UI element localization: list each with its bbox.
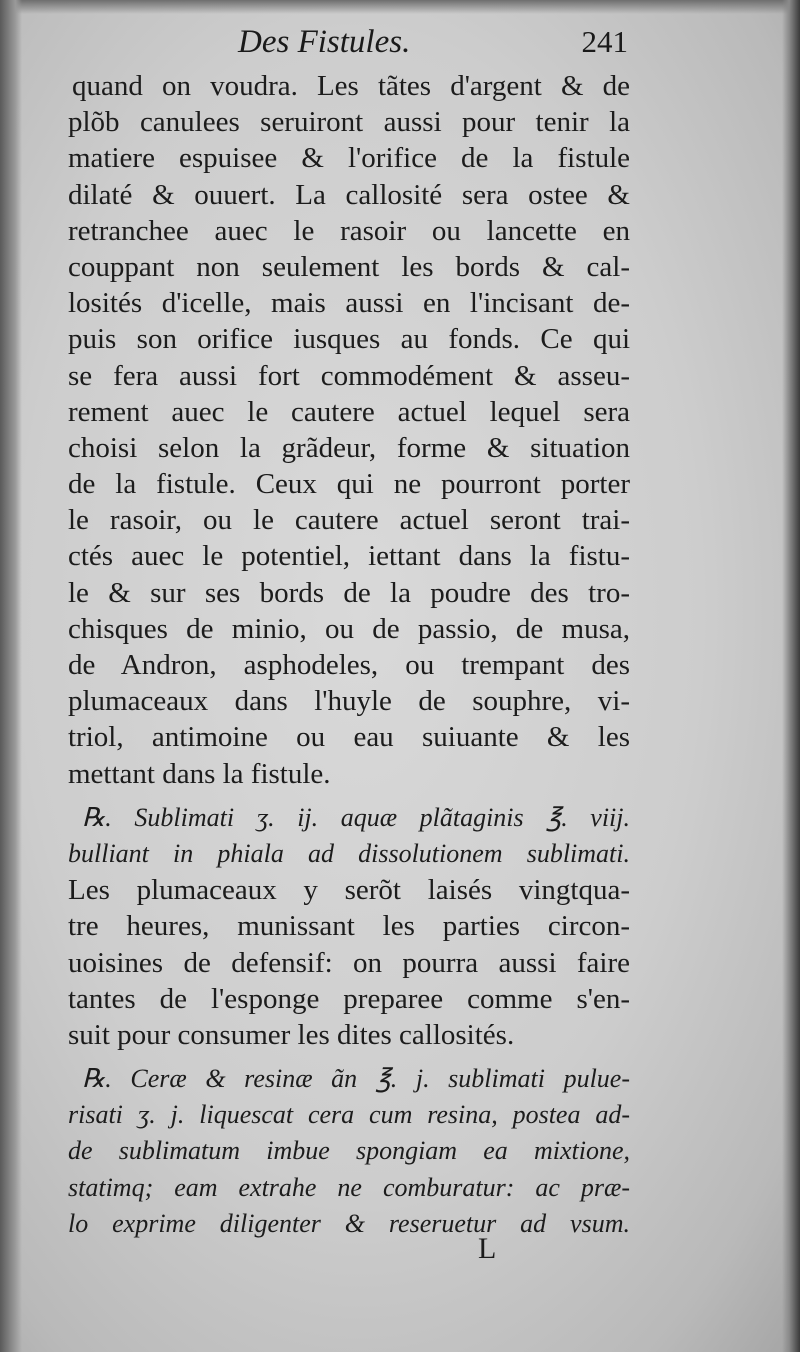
text-line: quand on voudra. Les tãtes d'argent & de — [72, 70, 630, 102]
recipe-line: de sublimatum imbue spongiam ea mixtione, — [68, 1136, 630, 1166]
text-line: de Andron, asphodeles, ou trempant des — [68, 649, 630, 681]
text-line: ctés auec le potentiel, iettant dans la fistu- — [68, 540, 630, 573]
recipe-line: bulliant in phiala ad dissolutionem sublimati. — [68, 838, 630, 868]
text-line: mettant dans la fistule. — [68, 757, 331, 790]
page-right-edge-shadow — [782, 0, 800, 1352]
text-line: se fera aussi fort commodément & asseu- — [68, 359, 630, 392]
text-line: puis son orifice iusques au fonds. Ce qui — [68, 323, 630, 356]
text-line: suit pour consumer les dites callosités. — [68, 1018, 515, 1051]
text-block — [68, 68, 630, 1242]
text-line: Les plumaceaux y serõt laisés vingtqua- — [68, 874, 630, 907]
recipe-line: risati ʒ. j. liquescat cera cum resina, postea ad- — [68, 1100, 630, 1130]
text-line: plõb canulees seruiront aussi pour tenir la — [68, 106, 630, 139]
recipe-line: statimq; eam extrahe ne comburatur: ac præ- — [68, 1172, 630, 1202]
signature-mark: L — [478, 1232, 497, 1265]
text-line: tantes de l'esponge preparee comme s'en- — [68, 982, 630, 1015]
text-line: rement auec le cautere actuel lequel sera — [68, 395, 630, 428]
text-line: le & sur ses bords de la poudre des tro- — [68, 576, 630, 609]
text-line: choisi selon la grãdeur, forme & situation — [68, 431, 630, 464]
text-line: de la fistule. Ceux qui ne pourront porter — [68, 468, 630, 501]
text-line: tre heures, munissant les parties circon- — [68, 910, 630, 943]
text-line: retranchee auec le rasoir ou lancette en — [68, 214, 630, 247]
recipe-line: lo exprime diligenter & reseruetur ad vsum. — [68, 1208, 630, 1238]
page-header — [70, 22, 630, 72]
running-title: Des Fistules. — [238, 24, 411, 60]
text-line: dilaté & ouuert. La callosité sera ostee & — [68, 178, 630, 211]
spacer — [68, 792, 630, 800]
text-line: losités d'icelle, mais aussi en l'incisant de- — [68, 287, 630, 320]
text-line: matiere espuisee & l'orifice de la fistule — [68, 142, 630, 175]
text-line: chisques de minio, ou de passio, de musa, — [68, 612, 630, 645]
text-line: plumaceaux dans l'huyle de souphre, vi- — [68, 685, 630, 718]
text-line: triol, antimoine ou eau suiuante & les — [68, 721, 630, 754]
recipe-line: ℞. Ceræ & resinæ ãn ℥. j. sublimati pulue- — [82, 1064, 630, 1094]
text-line: le rasoir, ou le cautere actuel seront trai- — [68, 504, 630, 537]
spacer — [68, 1053, 630, 1061]
recipe-line: ℞. Sublimati ʒ. ij. aquæ plãtaginis ℥. viij. — [82, 802, 630, 832]
text-line: couppant non seulement les bords & cal- — [68, 250, 630, 283]
page-left-gutter-shadow — [0, 0, 22, 1352]
page-number: 241 — [581, 24, 628, 59]
text-line: uoisines de defensif: on pourra aussi faire — [68, 946, 630, 979]
page-top-shadow — [0, 0, 800, 14]
